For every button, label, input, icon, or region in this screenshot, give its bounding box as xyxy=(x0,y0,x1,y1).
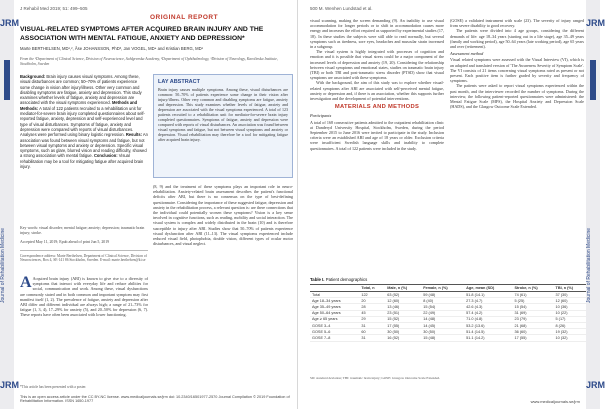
table-cell: 14 (45) xyxy=(421,322,464,328)
table-cell: 15 (54) xyxy=(512,304,553,310)
table-cell: 16 (52) xyxy=(385,335,421,341)
table-cell: 5 (17) xyxy=(554,316,586,322)
lay-abstract-text: Brain injury causes multiple symptoms. Among these, visual disturbances are common: 50–70% of patients experience some change in their vision after injury/illness. Other very common and disabling symptoms are fatigue, anxiety and depression. This study examines whether levels of fatigue, anxiety and depression are associated with the visual symptoms experienced. A total of 123 patients recruited to a rehabilitation unit for mediator-for-severe brain injury completed questionnaires. Symptoms of fatigue, anxiety and depression were compared with reports of visual disturbances. An association was found between visual symptoms and fatigue, but not between visual symptoms and anxiety or depression. Visual rehabilitation may therefore be a tool for mitigating fatigue after acquired brain injury. xyxy=(158,87,288,142)
table-header-cell: TBI, n (%) xyxy=(554,285,586,292)
journal-side-strip-right xyxy=(586,0,605,409)
table-cell: 14 (48) xyxy=(421,316,464,322)
assessment-heading: Assessment method xyxy=(450,51,484,57)
table-cell: 13 (46) xyxy=(385,304,421,310)
table-cell: 45 xyxy=(359,310,385,316)
side-journal-name-right: Journal of Rehabilitation Medicine xyxy=(586,227,592,303)
table-cell: Total xyxy=(310,292,359,298)
side-journal-name: Journal of Rehabilitation Medicine xyxy=(0,227,6,303)
drop-cap: A xyxy=(20,274,32,291)
table-cell: 31 xyxy=(359,335,385,341)
table-cell: 15 (54) xyxy=(421,304,464,310)
introduction-text xyxy=(20,276,148,318)
divider xyxy=(20,250,148,251)
table-header-row xyxy=(310,285,586,292)
table-header-cell: Stroke, n (%) xyxy=(512,285,553,292)
demographics-table xyxy=(310,284,586,342)
running-head-right: 500 M. Wenhen Lundstad et al. xyxy=(310,6,373,11)
abstract-background: Brain injury causes visual symptoms. Among these, visual disturbances are common; 50–70% of patients experience some change in vision after injury/illness. Other very common and disabling symptoms are fatigue, anxiety and depression. This study examines whether levels of fatigue, anxiety and depression are associated with the visual symptoms experienced. xyxy=(20,74,142,106)
participants-text: A total of 168 consecutive patients admitted to the outpatient rehabilitation clinic at Danderyd University Hospital, Stockholm, Sweden, during the period September 2015 to June 2016 were invited to participate in the study. Inclusion criteria were an established ABI and age of 18 years or older. Exclusion criteria were insufficient Swedish language skills and inability to complete questionnaires. A total of 122 patients were included in the study. xyxy=(310,119,444,151)
table-cell: 74 (61) xyxy=(512,292,553,298)
intro-body: Acquired brain injury (ABI) is known to give rise to a diversity of symptoms that interact with everyday life and reduce abilities for social, communication and work. Among these, visual dysfunctions are commonly stated and in both common and important symptom may first manifest itself (1, 2). The prevalence of fatigue, anxiety and depression after ABI differ and different individual are always high; a range of 21–73% for fatigue (1, 3, 4), 17–29% for anxiety (5), and 20–50% for depression (6, 7). These reports have often been associated with lower functioning. xyxy=(20,276,148,318)
methods-heading: MATERIALS AND METHODS xyxy=(334,104,420,111)
article-title: VISUAL-RELATED SYMPTOMS AFTER ACQUIRED BRAIN INJURY AND THE ASSOCIATION WITH MENTAL FATIGUE, ANXIETY AND DEPRESSION* xyxy=(20,26,264,42)
table-cell: 37 (30) xyxy=(554,292,586,298)
table-cell: 5 (25) xyxy=(512,298,553,304)
table-caption-label: Table I. xyxy=(310,277,325,282)
correspondence: Correspondence address: Marte Berthelsen, Department of Clinical Science, Division of Neurosciences, Box 4, SE-141 86 Stockholm, Sweden. E-mail: marte.berthelsen@ki.se xyxy=(20,254,147,263)
side-label-bottom: JRM xyxy=(0,380,20,390)
table-cell: GOSE 3–4 xyxy=(310,322,359,328)
table-cell: 30 (50) xyxy=(385,329,421,335)
table-cell: 31 xyxy=(359,322,385,328)
footer-right: www.medicaljournals.se/jrm xyxy=(530,399,580,404)
table-cell: 51.1 (14.2) xyxy=(464,335,512,341)
table-header-cell xyxy=(310,285,359,292)
article-type-label: ORIGINAL REPORT xyxy=(150,14,219,21)
page-right xyxy=(302,0,605,409)
table-cell: Age ≥ 65 years xyxy=(310,316,359,322)
participants-heading: Participants xyxy=(310,113,332,119)
abstract-results: An association was found between visual symptoms and fatigue, but not between visual symptoms and anxiety or depression. Specific visual symptoms, such as glare, blurred vision and reading difficulty, showed a strong association with mental fatigue. xyxy=(20,132,148,159)
journal-side-strip xyxy=(0,0,20,409)
affiliations: From the ¹Department of Clinical Science, Division of Neuroscience, Sahlgrenska Academy, ²Department of Ophthalmology, ³Division of Neurology, Karolinska Institute, Stockholm, Sweden xyxy=(20,57,278,66)
side-accent-bar xyxy=(4,60,10,100)
table-cell: 15 (52) xyxy=(385,316,421,322)
table-cell: 71.0 (4.8) xyxy=(464,316,512,322)
table-header-cell: Female, n (%) xyxy=(421,285,464,292)
side-label-right-bottom: JRM xyxy=(586,380,605,390)
table-cell: 22 (49) xyxy=(421,310,464,316)
table-cell: 10 (22) xyxy=(554,310,586,316)
table-cell: 31 (69) xyxy=(512,310,553,316)
table-header-cell: Total, n xyxy=(359,285,385,292)
footnote: *This article has been presented with a poster. xyxy=(20,384,87,389)
table-cell: 28 xyxy=(359,304,385,310)
table-caption-text: Patient demographics xyxy=(325,277,368,282)
table-cell: 122 xyxy=(359,292,385,298)
page-left xyxy=(0,0,298,409)
table-cell: 21 (68) xyxy=(512,322,553,328)
table-cell: GOSE 7–8 xyxy=(310,335,359,341)
table-cell: 59 (48) xyxy=(421,292,464,298)
table-cell: 8 (26) xyxy=(554,322,586,328)
paragraph: With the background, the aim of this study was to explore whether visual-related symptoms after ABI are associated with self-perceived mental fatigue, anxiety or depression and, if there is an association, whether this supports further investigation and the development of potential interventions. xyxy=(310,80,444,102)
paragraph: Visual related symptoms were assessed with the Visual Interview (VI), which is an adapted and translated version of 'The Awareness Severity of Symptom Scale'. The VI consists of 21 items concerning visual symptoms rated as present or not present. Each positive item is further graded by severity and frequency of symptoms. xyxy=(450,57,584,84)
author-list: Marte BERTHELSEN, MD¹,², Åse JOHANSSON, PhD³, Jan VOGEL, MD⁴ and Kristian BERG, MD¹ xyxy=(20,46,203,51)
table-cell: 53.2 (13.6) xyxy=(464,322,512,328)
paragraph: visual scanning, making the screen demanding (9). An inability to use visual accommodation for longer periods or to shift in accommodation causes more energy and increases the effort required as supported by experimental studies (17, 18). In these studies the subjects were still able to read normally, but several symptoms such as tiredness, sore eyes, headaches and muscular strain increased in a subgroup. xyxy=(310,18,444,50)
abstract-methods: A total of 122 patients recruited to a rehabilitation unit for mediator-for-severe brain injury completed questionnaires about self-reported fatigue, anxiety, depression and self-experienced level and type of visual disturbances. Symptoms of fatigue, anxiety and depression were compared with reports of visual disturbances. Analyses were performed using binary logistic regression. xyxy=(20,105,145,138)
table-cell: 51.4 (14.5) xyxy=(464,329,512,335)
paragraph: (GOSE) a validated instrument with scale (23). The severity of injury ranged from severe disability to good recovery. xyxy=(450,18,584,29)
table-cell: 63 (52) xyxy=(385,292,421,298)
right-column-b xyxy=(450,14,584,109)
table-cell: 60 xyxy=(359,329,385,335)
table-cell: 15 (48) xyxy=(421,335,464,341)
table-cell: GOSE 5–6 xyxy=(310,329,359,335)
abstract-methods-label: Methods and Methods: xyxy=(20,100,138,111)
table-cell: 20 xyxy=(359,298,385,304)
table-cell: 12 (60) xyxy=(385,298,421,304)
table-cell: 17 (55) xyxy=(512,335,553,341)
footer-left: This is an open access article under the CC BY-NC license. www.medicaljournals.se/jrm doi: 10.2340/16501977-2570 Journal Compilation © 2019 Foundation of Rehabilitation Information. ISSN 1650-1977 xyxy=(20,394,290,404)
abstract-conclusion: Visual rehabilitation may be a tool for mitigating fatigue after acquired brain injury. xyxy=(20,153,144,170)
table-cell: 29 xyxy=(359,316,385,322)
paragraph: The visual system is highly integrated with processes of cognition and emotion and it is possible that visual stress could be a major component of the increased levels of depression and anxiety (19, 20). Considering the relationship between visual symptoms and emotional states, studies on traumatic brain injury (TBI) or both TBI and post-traumatic stress disorder (PTSD) show that visual symptoms are associated with these symptoms. xyxy=(310,49,444,81)
left-column2-body: (8, 9) and the treatment of these symptoms plays an important role in neuro-rehabilitation. Anxiety-related brain assessment describes the patient's functional deficits after ABI, but there is no consensus on the type of best-defining questionnaire. Considering the importance of these suggested fatigue, depression and anxiety in the rehabilitation process, a relevant question is: are there connections that the individual could potentially worsen these symptoms? Vision is a key sense involved in cognitive functions, such as reading, mobility and social interaction. The visual system is complex and widely distributed in the brain (10) and is therefore susceptible to injury after ABI. Studies show that 50–70% of patients experience visual dysfunction after ABI (11–13). The visual symptoms experienced include reduced visual field, photophobia, double vision, different types of ocular motor disturbances, and visual neglect. xyxy=(153,184,293,247)
article-dates: Accepted May 11, 2019; Epub ahead of print Jun 5, 2019 xyxy=(20,240,110,244)
table-cell: 42.6 (4.3) xyxy=(464,304,512,310)
table-body xyxy=(310,292,586,342)
table-caption xyxy=(310,277,367,282)
table-cell: 10 (32) xyxy=(554,335,586,341)
table-cell: Age 18–34 years xyxy=(310,298,359,304)
running-head: J Rehabil Med 2019; 51: 499–505 xyxy=(20,6,88,11)
side-label-right: JRM xyxy=(586,18,605,28)
table-row xyxy=(310,335,586,341)
table-header-cell: Male, n (%) xyxy=(385,285,421,292)
table-note: SD: standard deviation; TBI: traumatic brain injury; GOSE: Glasgow Outcome Scale Extended. xyxy=(310,376,441,380)
table-cell: 57.4 (4.2) xyxy=(464,310,512,316)
table-cell: 30 (50) xyxy=(421,329,464,335)
abstract-background-label: Background: xyxy=(20,74,46,79)
abstract-results-label: Results: xyxy=(125,132,142,138)
side-accent-bar-right xyxy=(590,60,596,100)
abstract-conclusion-label: Conclusion: xyxy=(93,153,118,159)
lay-abstract-box xyxy=(153,74,293,178)
paragraph: The patients were asked to report visual symptoms experienced within the past month, and the interviewer recorded the number of symptoms. During the interview, the following patient-reported questionnaires were administered: the Mental Fatigue Scale (MFS), the Hospital Anxiety and Depression Scale (HADS), and the Glasgow Outcome Scale Extended. xyxy=(450,83,584,110)
table-cell: 27.3 (4.7) xyxy=(464,298,512,304)
side-label: JRM xyxy=(0,18,20,28)
paragraph: The patients were divided into 4 age groups, considering the different demands of life: age 18–34 years (starting out in a life stage), age 35–49 years (family and working period), age 50–64 years (late working period), age 65 years and over (retirement). xyxy=(450,28,584,50)
right-column-a xyxy=(310,14,444,151)
table-cell: 36 (60) xyxy=(512,329,553,335)
table-header-cell: Age, mean (SD) xyxy=(464,285,512,292)
lay-abstract-title: LAY ABSTRACT xyxy=(158,79,200,85)
table-cell: Age 35–49 years xyxy=(310,304,359,310)
table-cell: 12 (60) xyxy=(554,298,586,304)
table-cell: 23 (79) xyxy=(512,316,553,322)
table-cell: 17 (55) xyxy=(385,322,421,328)
table-cell: 8 (40) xyxy=(421,298,464,304)
table-cell: 19 (32) xyxy=(554,329,586,335)
table-cell: 51.8 (14.1) xyxy=(464,292,512,298)
keywords: Key words: visual disorder; mental fatigue; anxiety; depression; traumatic brain injury; stroke. xyxy=(20,226,145,235)
table-cell: 23 (51) xyxy=(385,310,421,316)
table-cell: Age 50–64 years xyxy=(310,310,359,316)
table-cell: 10 (36) xyxy=(554,304,586,310)
abstract xyxy=(20,74,148,169)
